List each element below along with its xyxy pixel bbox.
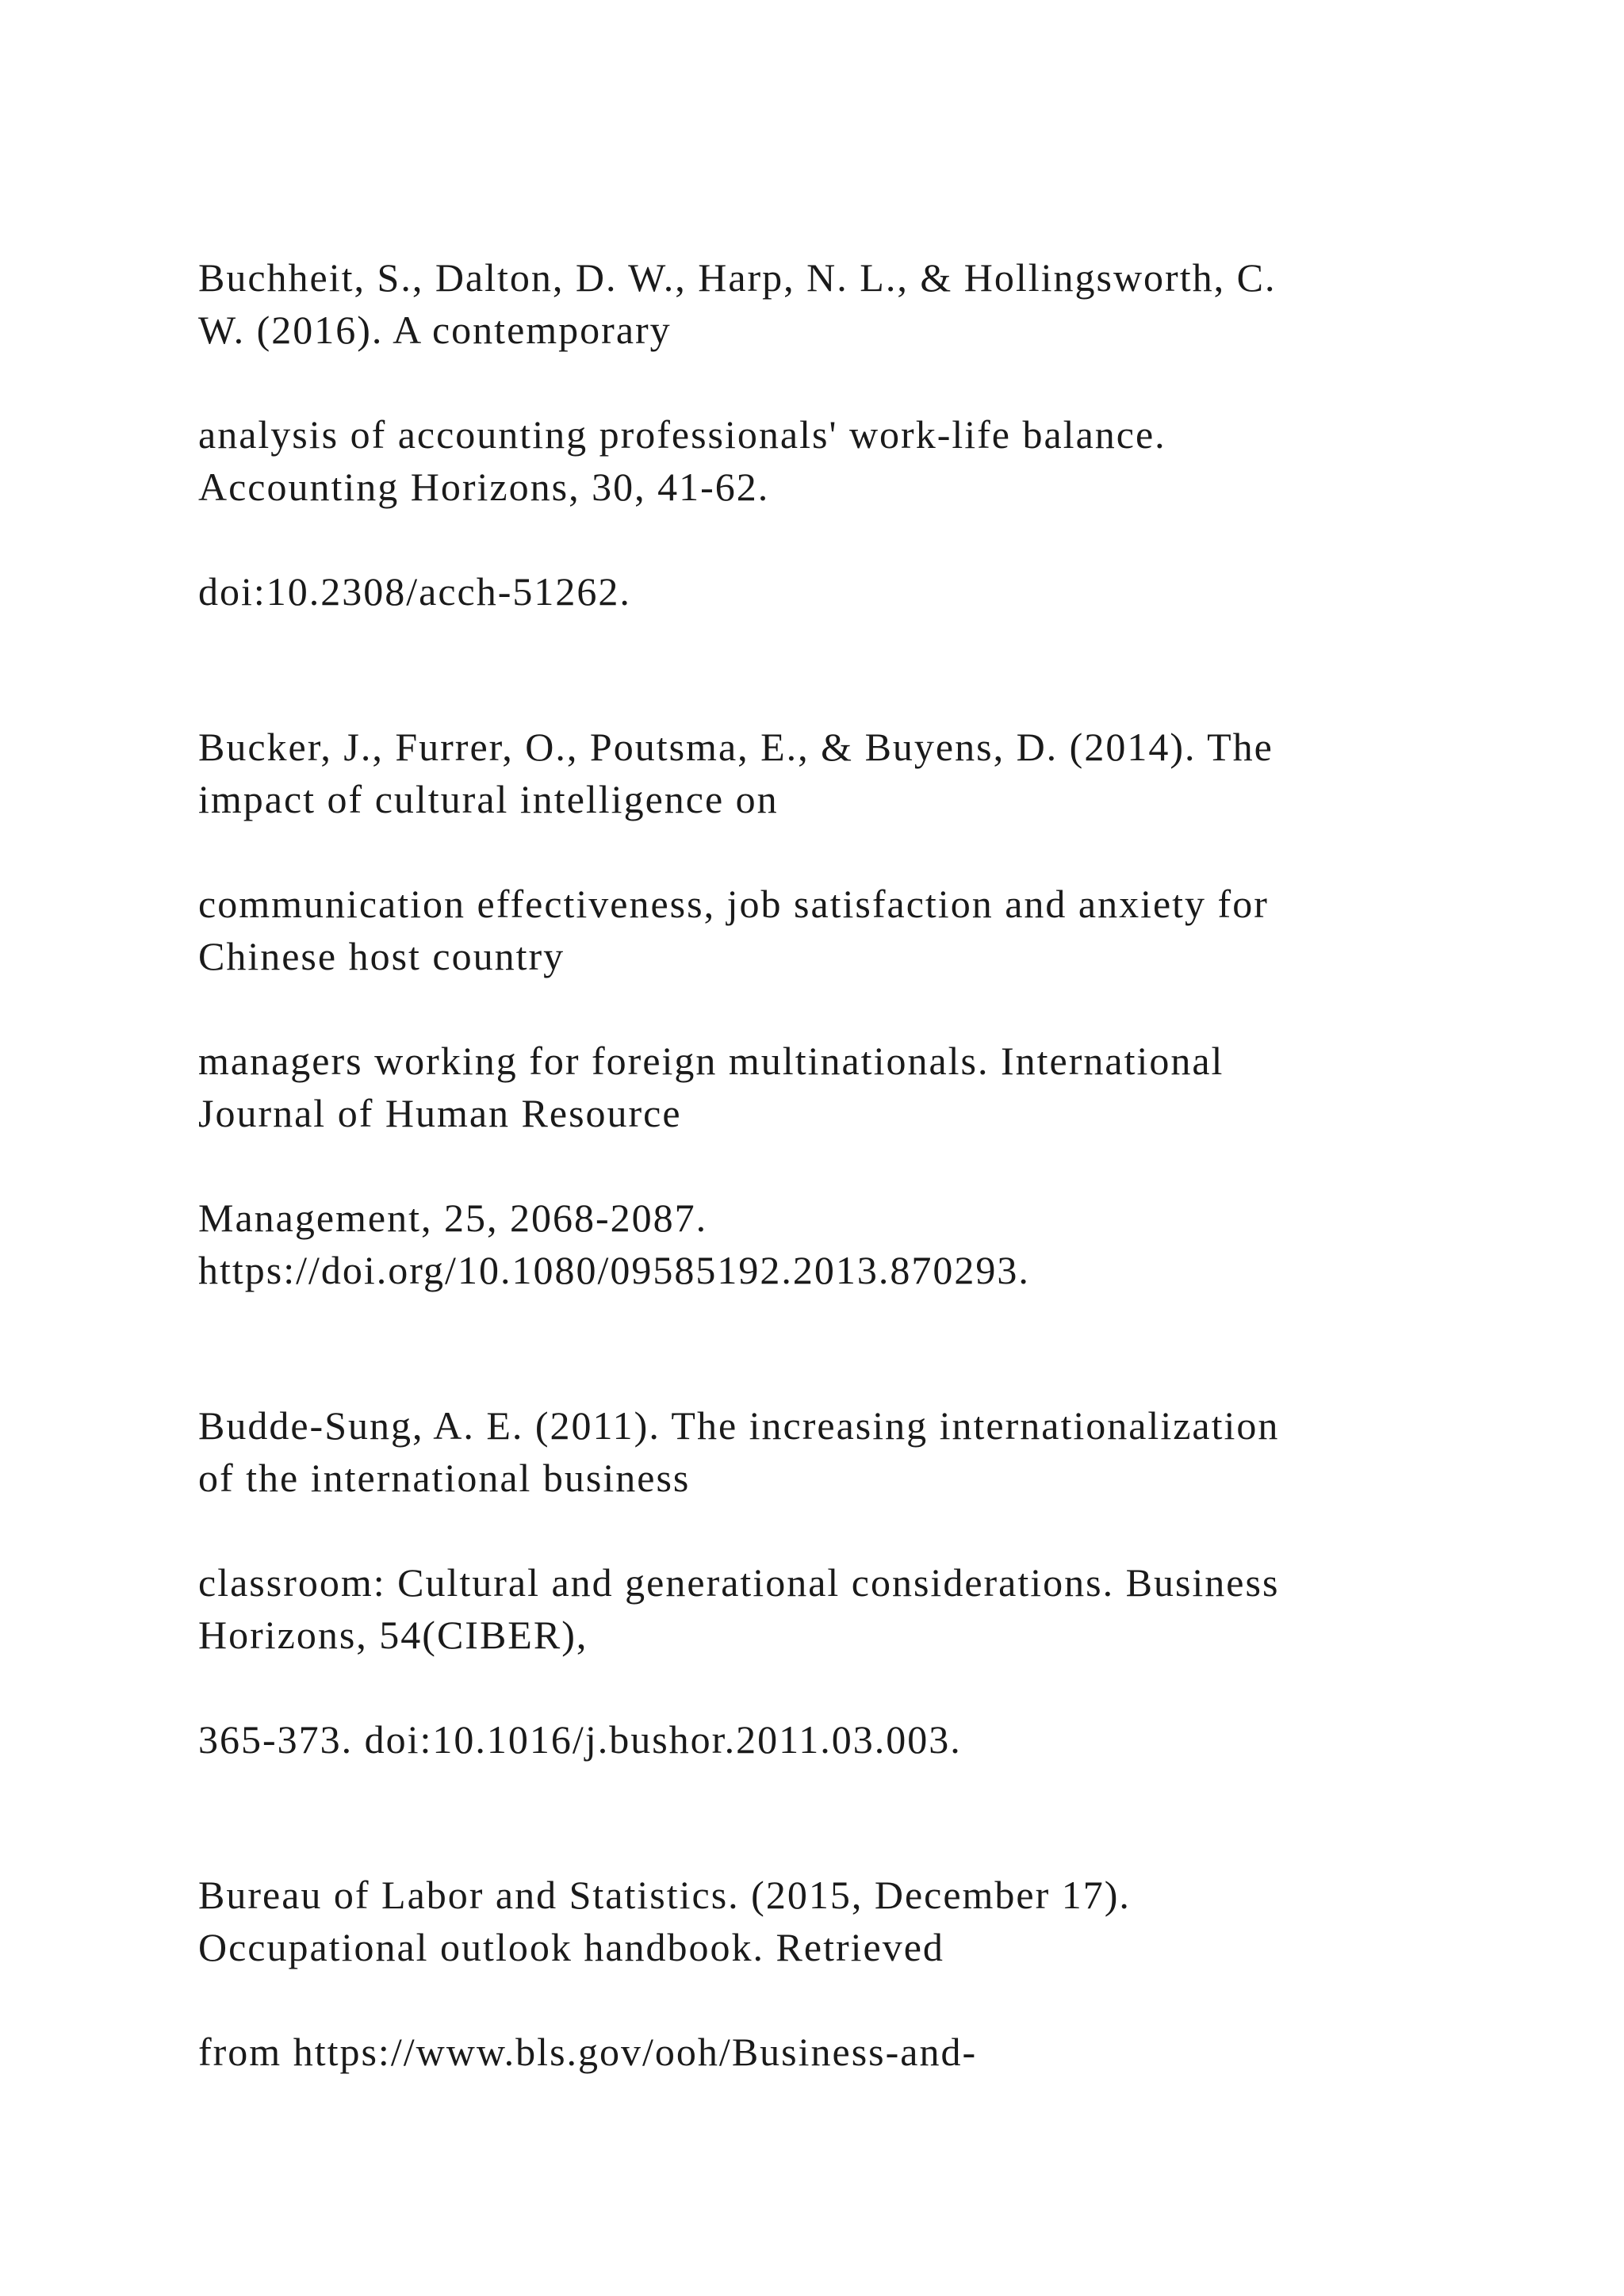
reference-line: Occupational outlook handbook. Retrieved (198, 1925, 944, 1969)
reference-line: Management, 25, 2068-2087. (198, 1196, 708, 1240)
reference-line: Journal of Human Resource (198, 1091, 682, 1135)
reference-link: https://doi.org/10.1080/09585192.2013.870293. (198, 1248, 1030, 1292)
reference-line: classroom: Cultural and generational considerations. Business (198, 1560, 1280, 1605)
reference-line: Chinese host country (198, 934, 565, 978)
reference-line: Accounting Horizons, 30, 41-62. (198, 465, 770, 509)
reference-line: W. (2016). A contemporary (198, 308, 672, 352)
reference-line: Bureau of Labor and Statistics. (2015, December 17). (198, 1873, 1131, 1917)
reference-line: 365-373. doi:10.1016/j.bushor.2011.03.003. (198, 1717, 962, 1762)
reference-line: Bucker, J., Furrer, O., Poutsma, E., & Buyens, D. (2014). The (198, 725, 1274, 769)
reference-line: doi:10.2308/acch-51262. (198, 569, 631, 614)
reference-line: Horizons, 54(CIBER), (198, 1613, 588, 1657)
reference-line: communication effectiveness, job satisfaction and anxiety for (198, 882, 1269, 926)
reference-line: from https://www.bls.gov/ooh/Business-and- (198, 2030, 978, 2074)
reference-line: of the international business (198, 1456, 691, 1500)
reference-line: Budde-Sung, A. E. (2011). The increasing internationalization (198, 1403, 1280, 1448)
reference-line: Buchheit, S., Dalton, D. W., Harp, N. L., & Hollingsworth, C. (198, 255, 1277, 300)
reference-line: managers working for foreign multinationals. International (198, 1039, 1224, 1083)
reference-line: analysis of accounting professionals' work-life balance. (198, 412, 1166, 457)
reference-line: impact of cultural intelligence on (198, 777, 779, 821)
